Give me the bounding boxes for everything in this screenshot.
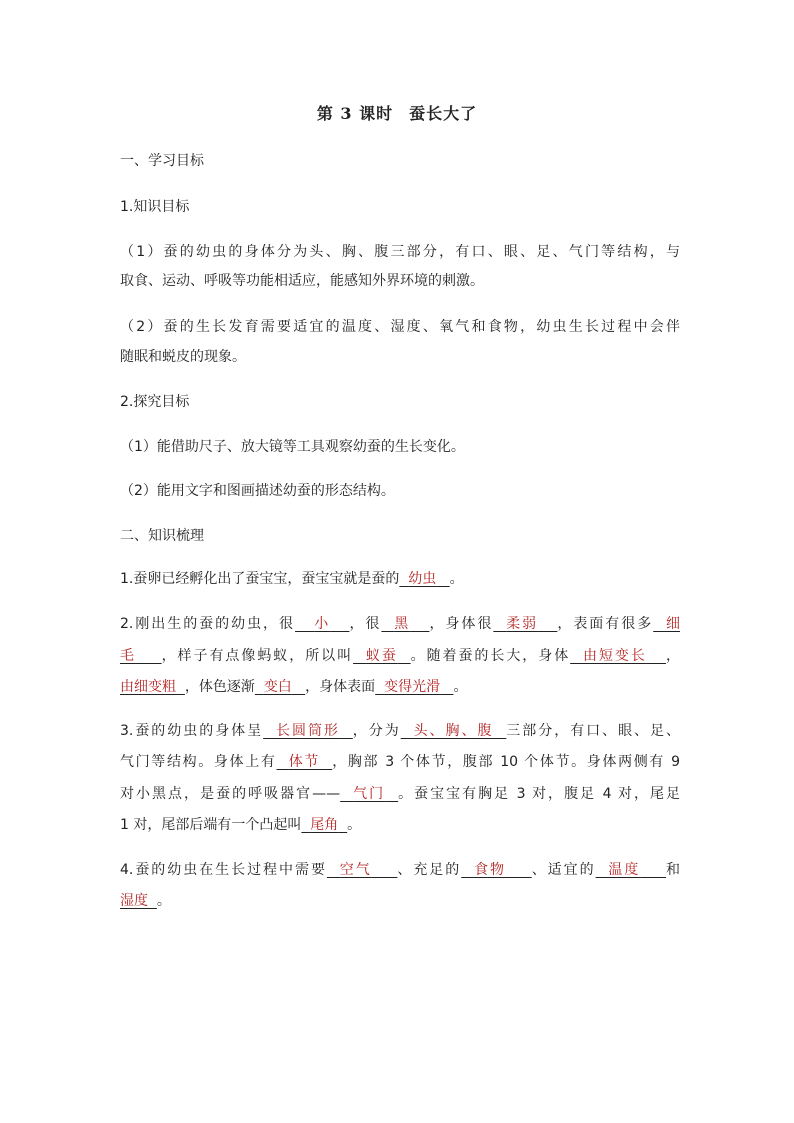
knowledge-goals-heading: 1.知识目标	[120, 199, 190, 215]
question-1: 1.蚕卵已经孵化出了蚕宝宝，蚕宝宝就是蚕的 幼虫 。	[120, 571, 464, 587]
answer-blank: 气门	[353, 786, 386, 802]
answer-blank: 头、胸、腹	[413, 723, 494, 739]
answer-blank: 小	[314, 616, 331, 632]
answer-blank: 体节	[288, 754, 321, 770]
answer-blank: 长圆筒形	[276, 723, 340, 739]
lesson-number: 第 3 课时	[316, 104, 394, 123]
question-3-line-1: 3.蚕的幼虫的身体呈 长圆筒形 ，分为 头、胸、腹 三部分，有口、眼、足、	[120, 723, 681, 739]
answer-blank: 黑	[394, 616, 411, 632]
knowledge-goal-2-line-1: （2）蚕的生长发育需要适宜的温度、湿度、氧气和食物，幼虫生长过程中会伴	[120, 319, 680, 335]
answer-blank: 由短变长	[582, 648, 647, 664]
question-2-line-2: 毛 ，样子有点像蚂蚁，所以叫 蚁蚕 。随着蚕的长大，身体 由短变长 ，	[120, 648, 681, 664]
section-heading-goals: 一、学习目标	[120, 153, 204, 169]
question-2-line-1: 2.刚出生的蚕的幼虫，很 小 ，很 黑 ，身体很 柔弱 ，表面有很多 细	[120, 616, 681, 632]
knowledge-goal-1-line-2: 取食、运动、呼吸等功能相适应，能感知外界环境的刺激。	[120, 273, 484, 289]
answer-blank: 毛	[120, 648, 136, 664]
answer-blank: 蚁蚕	[365, 648, 398, 664]
explore-goals-heading: 2.探究目标	[120, 394, 190, 410]
answer-blank: 变白	[263, 679, 292, 695]
answer-blank: 尾角	[310, 817, 339, 833]
answer-blank: 细	[666, 616, 681, 632]
page-title	[0, 101, 794, 124]
answer-blank: 温度	[608, 862, 641, 878]
question-3-line-2: 气门等结构。身体上有 体节 ，胸部 3 个体节，腹部 10 个体节。身体两侧有 9	[120, 754, 681, 770]
explore-goal-1: （1）能借助尺子、放大镜等工具观察幼蚕的生长变化。	[120, 439, 465, 455]
answer-blank: 由细变粗	[120, 679, 176, 695]
answer-blank: 变得光滑	[384, 679, 441, 695]
question-3-line-3: 对小黑点，是蚕的呼吸器官—— 气门 。蚕宝宝有胸足 3 对，腹足 4 对，尾足	[120, 786, 680, 802]
question-2-line-3: 由细变粗 ，体色逐渐 变白 ，身体表面 变得光滑 。	[120, 679, 468, 695]
knowledge-goal-1-line-1: （1）蚕的幼虫的身体分为头、胸、腹三部分，有口、眼、足、气门等结构，与	[120, 244, 680, 260]
answer-blank: 幼虫	[408, 571, 437, 587]
question-3-line-4: 1 对，尾部后端有一个凸起叫 尾角 。	[120, 817, 362, 833]
answer-blank: 食物	[474, 862, 507, 878]
explore-goal-2: （2）能用文字和图画描述幼蚕的形态结构。	[120, 483, 395, 499]
answer-blank: 湿度	[120, 893, 148, 909]
knowledge-goal-2-line-2: 随眠和蜕皮的现象。	[120, 349, 246, 365]
lesson-title: 蚕长大了	[409, 104, 478, 123]
section-heading-review: 二、知识梳理	[120, 528, 204, 544]
question-4-line-1: 4.蚕的幼虫在生长过程中需要 空气 、充足的 食物 、适宜的 温度 和	[120, 862, 681, 878]
question-4-line-2: 湿度 。	[120, 893, 171, 909]
answer-blank: 柔弱	[506, 616, 539, 632]
answer-blank: 空气	[339, 862, 372, 878]
